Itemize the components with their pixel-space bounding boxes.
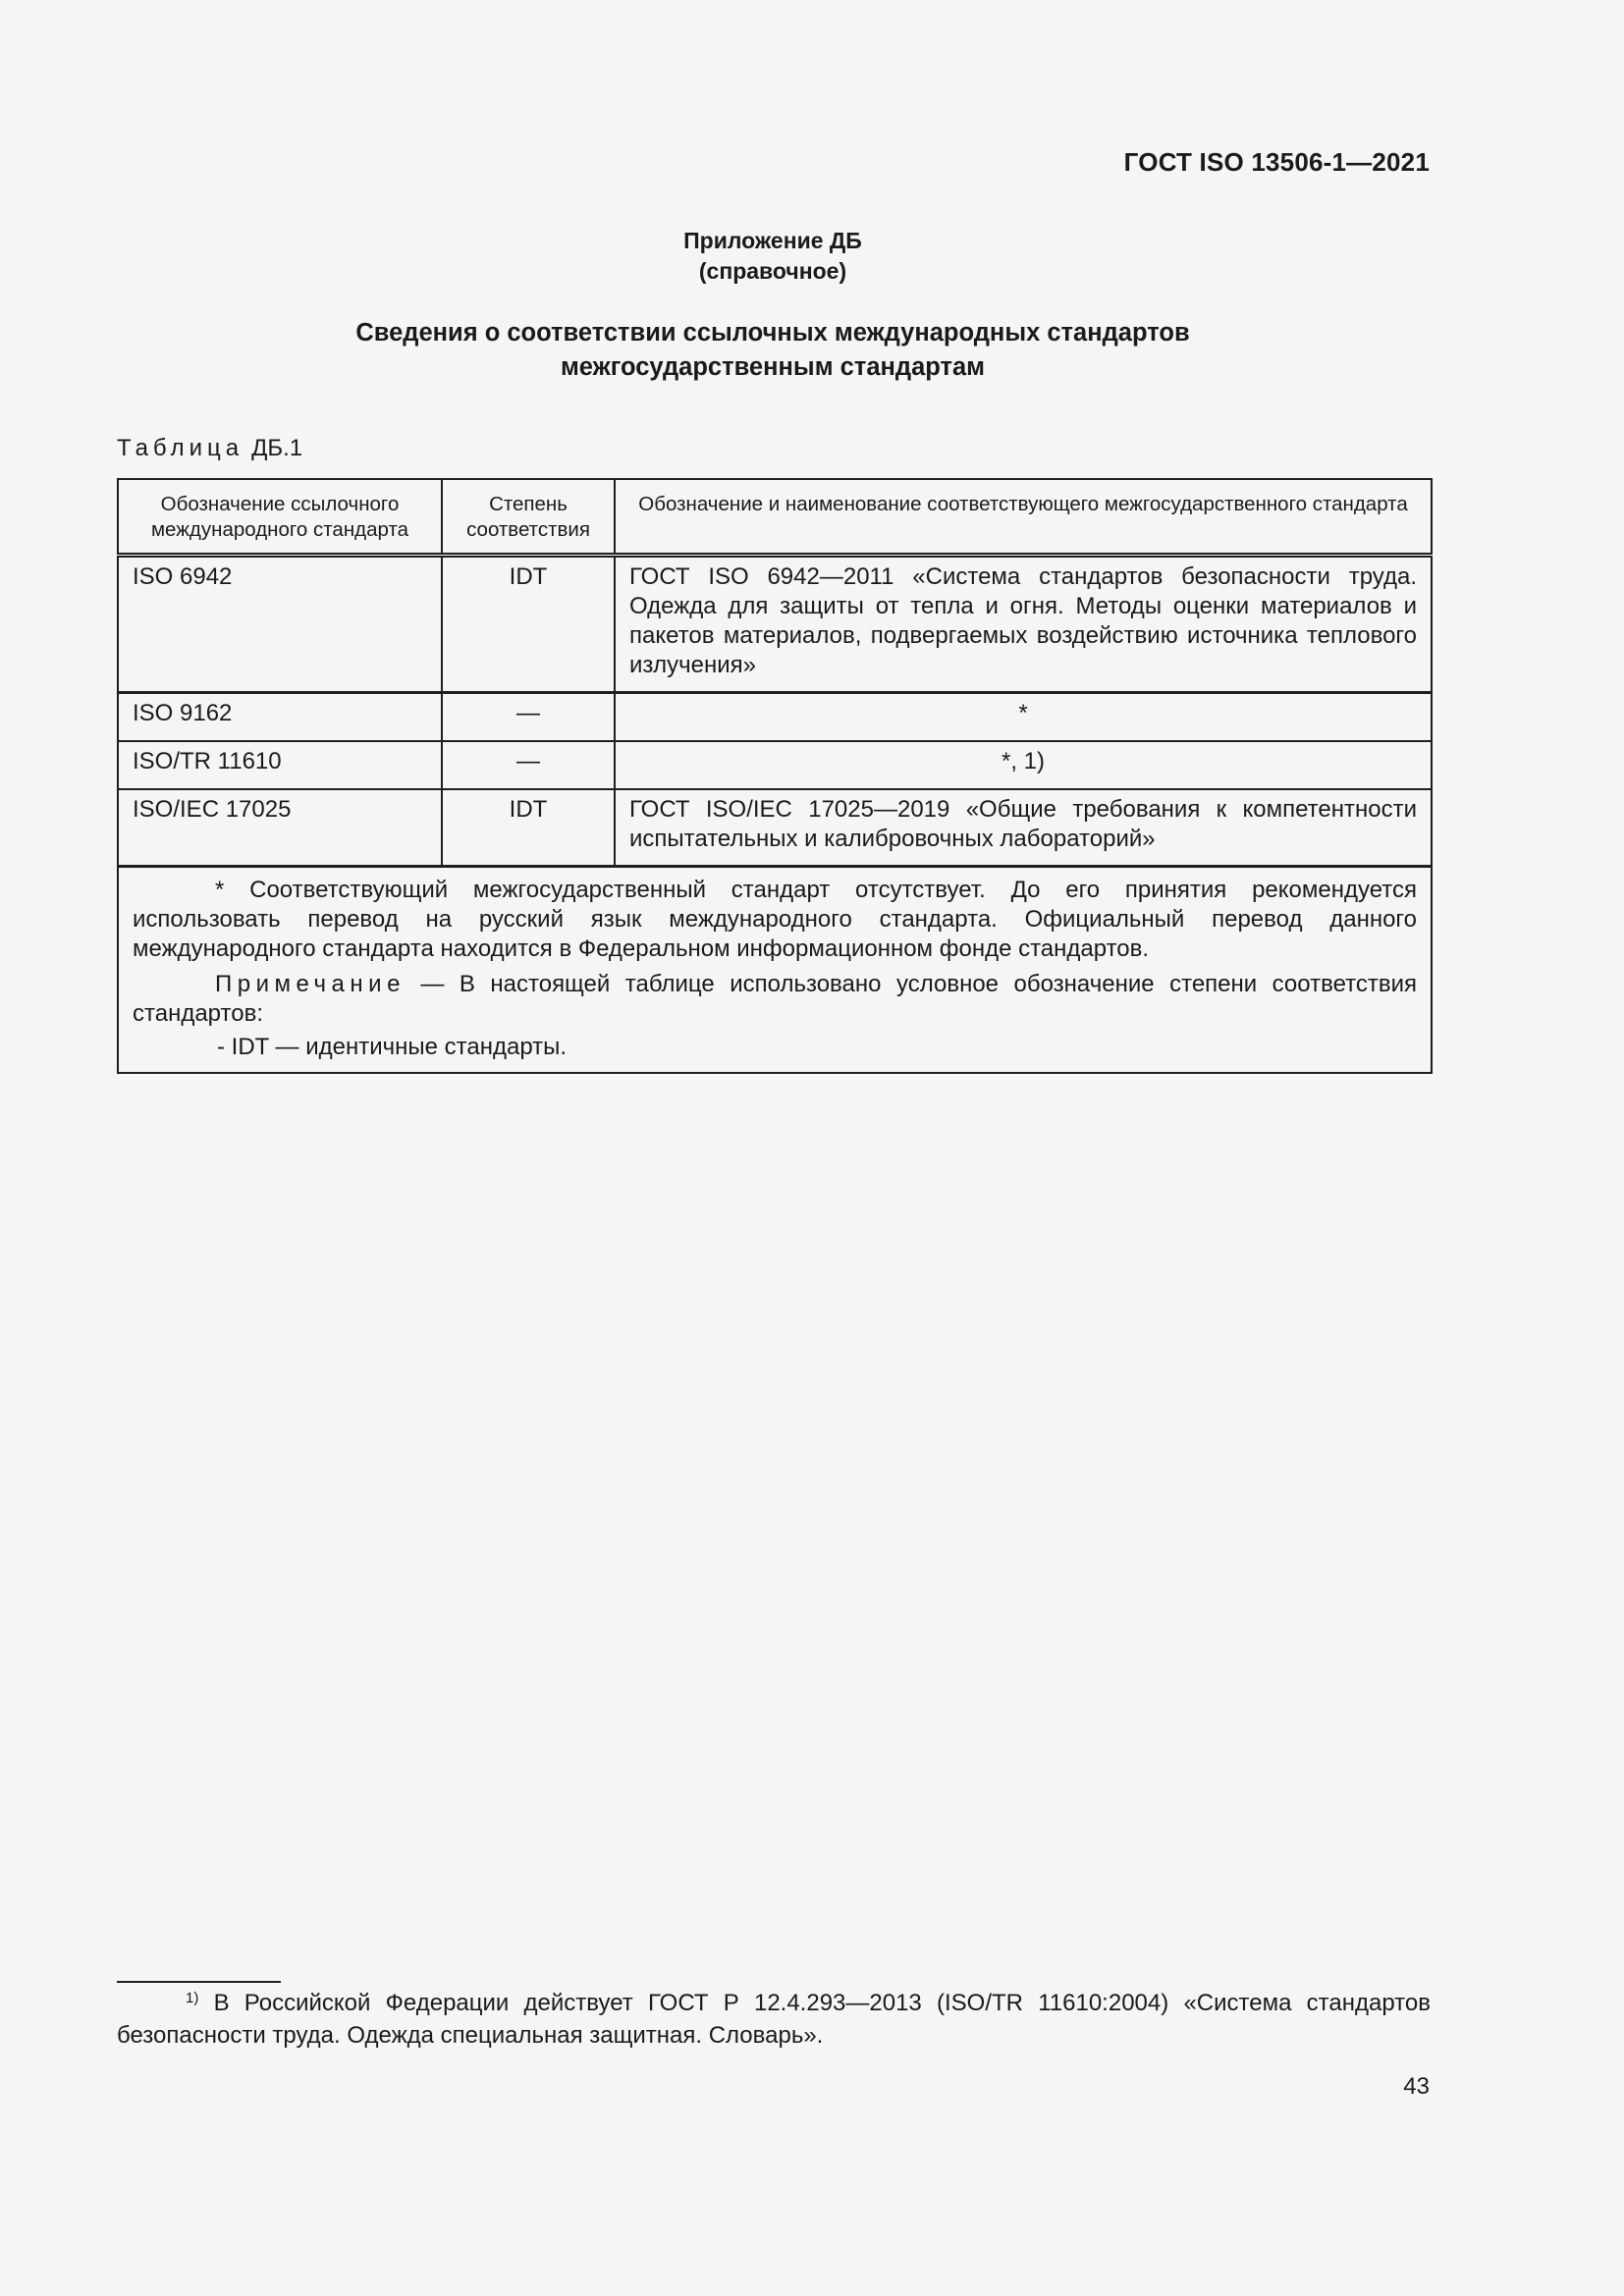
section-title-line-2: межгосударственным стандартам xyxy=(560,353,986,381)
header-interstate-standard: Обозначение и наименование соответствующего межгосударственного стандарта xyxy=(615,479,1432,556)
table-caption-label: Таблица xyxy=(117,435,244,461)
cell-degree: IDT xyxy=(442,789,615,867)
table-footer-row xyxy=(118,867,1432,1074)
cell-title: *, 1) xyxy=(615,741,1432,789)
note-label: Примечание xyxy=(215,971,406,997)
footnote-divider xyxy=(117,1981,281,1983)
header-reference-standard: Обозначение ссылочного международного стандарта xyxy=(118,479,442,556)
note-bullet: - IDT — идентичные стандарты. xyxy=(217,1034,568,1060)
table-row xyxy=(118,693,1432,741)
appendix-subtitle: (справочное) xyxy=(698,258,847,284)
footnote-text: В Российской Федерации действует ГОСТ Р 12.4.293—2013 (ISO/TR 11610:2004) «Система стандартов безопасности труда. Одежда специальная защитная. Словарь». xyxy=(117,1990,1431,2049)
table-header-row xyxy=(118,479,1432,556)
table-row xyxy=(118,556,1432,693)
cell-title: ГОСТ ISO 6942—2011 «Система стандартов безопасности труда. Одежда для защиты от тепла и огня. Методы оценки материалов и пакетов материалов, подвергаемых воздействию источника теплового излучения» xyxy=(615,556,1432,693)
cell-title: ГОСТ ISO/IEC 17025—2019 «Общие требования к компетентности испытательных и калибровочных лабораторий» xyxy=(615,789,1432,867)
table-row xyxy=(118,789,1432,867)
document-code: ГОСТ ISO 13506-1—2021 xyxy=(1123,147,1430,177)
table-caption-number: ДБ.1 xyxy=(251,435,303,461)
table-row xyxy=(118,741,1432,789)
note-text: — В настоящей таблице использовано условное обозначение степени соответствия стандартов: xyxy=(133,971,1417,1027)
appendix-title: Приложение ДБ xyxy=(683,228,862,253)
cell-title: * xyxy=(615,693,1432,741)
cell-degree: — xyxy=(442,693,615,741)
standards-table xyxy=(117,478,1433,1074)
cell-reference: ISO/IEC 17025 xyxy=(118,789,442,867)
cell-degree: IDT xyxy=(442,556,615,693)
header-degree: Степень соответствия xyxy=(442,479,615,556)
table-note xyxy=(133,970,1417,1029)
section-title-line-1: Сведения о соответствии ссылочных международных стандартов xyxy=(355,319,1190,347)
cell-reference: ISO/TR 11610 xyxy=(118,741,442,789)
footnote-marker: 1) xyxy=(186,1990,199,2006)
cell-degree: — xyxy=(442,741,615,789)
footnote xyxy=(117,1987,1431,2052)
cell-reference: ISO 9162 xyxy=(118,693,442,741)
table-footer-notes xyxy=(118,867,1432,1074)
cell-reference: ISO 6942 xyxy=(118,556,442,693)
table-caption xyxy=(117,435,302,462)
appendix-heading xyxy=(0,226,1545,287)
asterisk-note: * Соответствующий межгосударственный стандарт отсутствует. До его принятия рекомендуется использовать перевод на русский язык международного стандарта. Официальный перевод данного международного стандарта находится в Федеральном информационном фонде стандартов. xyxy=(133,877,1417,962)
page-number: 43 xyxy=(1403,2073,1430,2100)
section-title xyxy=(0,316,1545,385)
